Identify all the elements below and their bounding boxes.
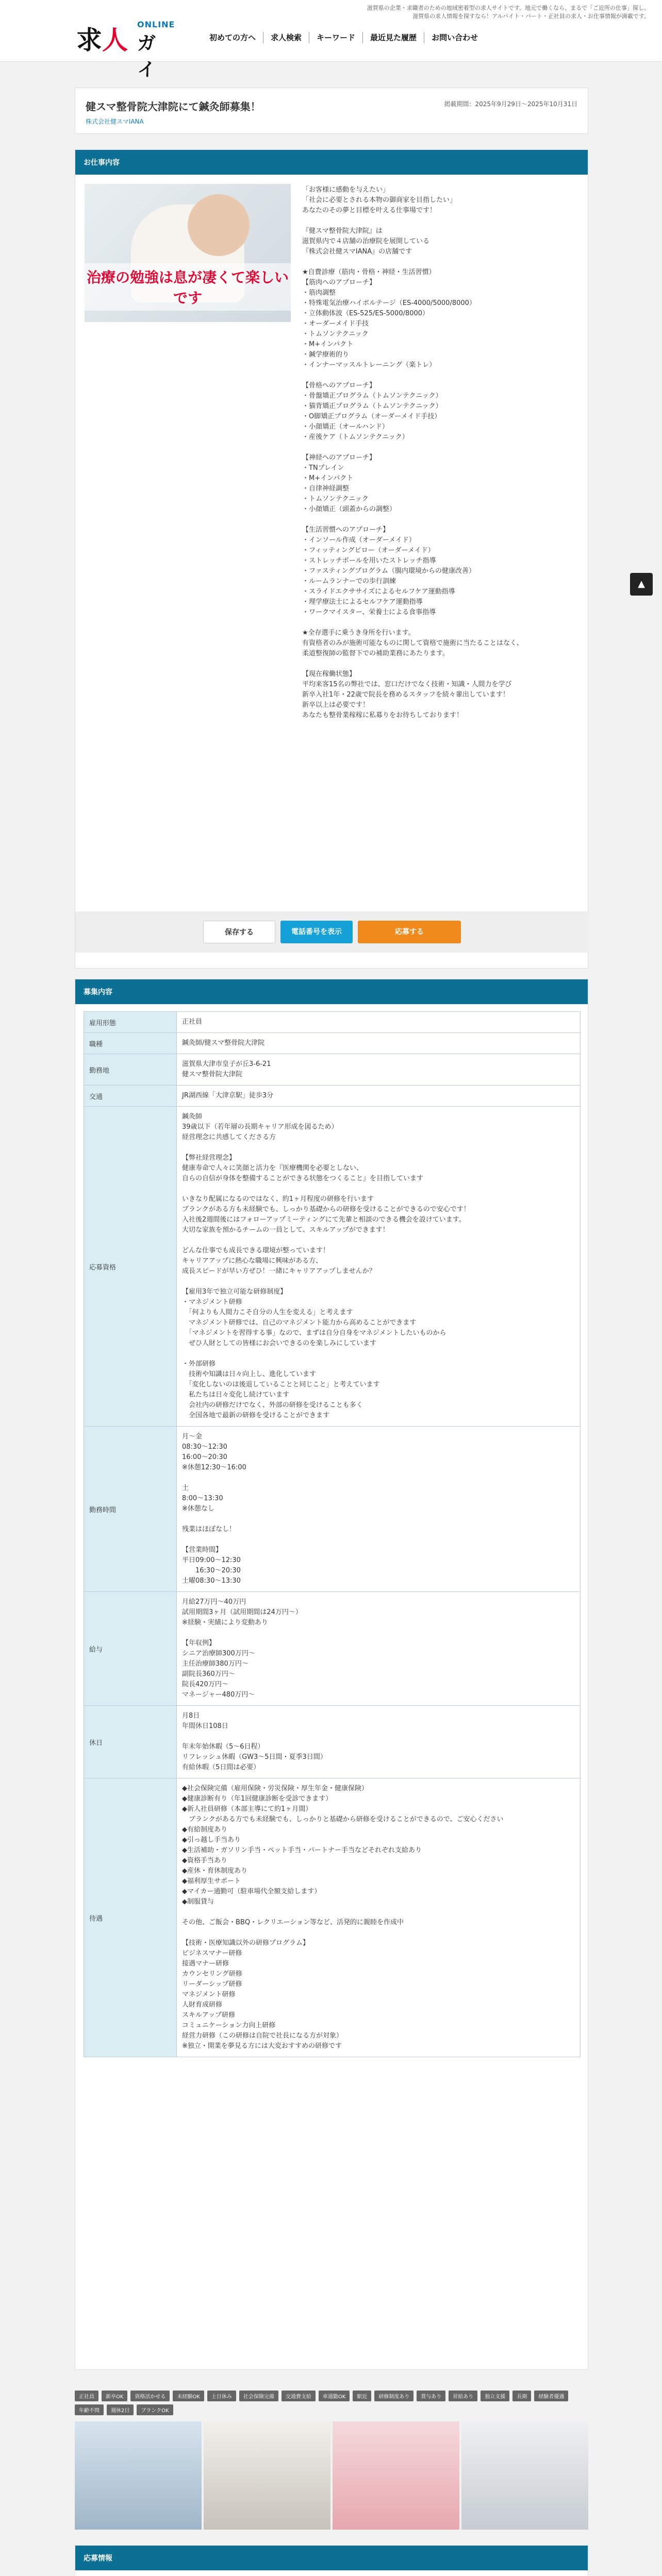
row-label: 給与 [84, 1592, 177, 1706]
table-row [84, 1033, 581, 1054]
row-value: 正社員 [177, 1012, 581, 1033]
requirements-table [84, 1011, 581, 2057]
row-label: 待遇 [84, 1778, 177, 2057]
nav-job-search[interactable]: 求人検索 [263, 32, 309, 43]
table-row [84, 1086, 581, 1107]
apply-button[interactable]: 応募する [358, 921, 461, 943]
logo-guide: ガイ [137, 33, 156, 80]
table-row [84, 1427, 581, 1592]
save-button[interactable]: 保存する [203, 921, 275, 943]
table-row [84, 1706, 581, 1778]
site-logo[interactable] [76, 20, 175, 80]
gallery-image [461, 2421, 588, 2530]
row-value: ◆社会保険完備（雇用保険・労災保険・厚生年金・健康保険） ◆健康診断有り（年1回健康診断を受診できます） ◆新人社員研修（本部主導にて約1ヶ月間） ブランクがある方でも未経験でも、しっかりと基礎から研修を受けることができるので、ご安心ください ◆有給制度あり ◆引っ越し手当あり ◆生活補助・ガソリン手当・ペット手当・パートナー手当などそれぞれ支給あり ◆資格手当あり ◆産休・育休制度あり ◆福利厚生サポート ◆マイカー通勤可（駐車場代全額支給します） ◆制服貸与 その他、ご飯会・BBQ・レクリエーション等など、活発的に親睦を作成中 【技術・医療知識以外の研修プログラム】 ビジネスマナー研修 接遇マナー研修 カウンセリング研修 リーダーシップ研修 マネジメント研修 人財育成研修 スキルアップ研修 コミュニケーション力向上研修 経営力研修（この研修は自院で社長になる方が対象） ※独立・開業を夢見る方には大変おすすめの研修です [177, 1778, 581, 2057]
table-row [84, 1592, 581, 1706]
row-label: 応募資格 [84, 1107, 177, 1427]
row-label: 職種 [84, 1033, 177, 1054]
gallery-image [204, 2421, 330, 2530]
table-row [84, 1778, 581, 2057]
tag-list [75, 2391, 588, 2415]
gallery-image [333, 2421, 459, 2530]
tag[interactable]: ブランクOK [137, 2404, 173, 2415]
row-label: 勤務時間 [84, 1427, 177, 1592]
job-title: 健スマ整骨院大津院にて鍼灸師募集！ [86, 100, 261, 113]
tag[interactable]: 賞与あり [417, 2391, 445, 2401]
tag[interactable]: 駅近 [353, 2391, 371, 2401]
row-value: JR湖西線「大津京駅」徒歩3分 [177, 1086, 581, 1107]
section-title-recruit: 募集内容 [75, 979, 588, 1004]
photo-gallery [75, 2421, 588, 2530]
nav-history[interactable]: 最近見た履歴 [363, 32, 424, 43]
nav-keyword[interactable]: キーワード [309, 32, 363, 43]
job-photo [85, 184, 291, 322]
recruit-card [75, 979, 588, 2370]
row-value: 月〜金 08:30〜12:30 16:00〜20:30 ※休憩12:30〜16:00 土 8:00〜13:30 ※休憩なし 残業はほぼなし！ 【営業時間】 平日09:00〜12:30 16:30〜20:30 土曜08:30〜13:30 [177, 1427, 581, 1592]
apply-card [75, 2545, 588, 2576]
section-title-about: お仕事内容 [75, 150, 588, 175]
logo-kanji-b: 人 [102, 25, 128, 55]
tag[interactable]: 経験者優遇 [534, 2391, 568, 2401]
job-title-box [75, 88, 588, 134]
tag[interactable]: 昇給あり [449, 2391, 477, 2401]
job-description: 「お客様に感動を与えたい」 「社会に必要とされる本物の御商家を目指したい」 あなたのその夢と目標を叶える仕事場です！ 『健スマ整骨院大津院』は 滋賀県内で４店舗の治療院を展開している 『株式会社健スマIANA』の店舗です ★自費診療（筋肉・骨格・神経・生活習慣） 【筋肉へのアプローチ】 ・筋肉調整 ・特殊電気治療ハイボルテージ（ES-4000/5000/8000） ・立体動体波（ES-525/ES-5000/8000） ・オーダーメイド手技 ・トムソンテクニック ・M+インパクト ・鍼学療術的り ・インナーマッスルトレーニング（楽トレ） 【骨格へのアプローチ】 ・骨盤矯正プログラム（トムソンテクニック） ・猫背矯正プログラム（トムソンテクニック） ・O脚矯正プログラム（オーダーメイド手技） ・小顔矯正（オールハンド） ・産後ケア（トムソンテクニック） 【神経へのアプローチ】 ・TNプレイン ・M+インパクト ・自律神経調整 ・トムソンテクニック ・小顔矯正（頭蓋からの調整） 【生活習慣へのアプローチ】 ・インソール作成（オーダーメイド） ・フィッティングピロー（オーダーメイド） ・ストレッチポールを用いたストレッチ指導 ・ファスティングプログラム（腸内環境からの健康改善） ・ルームランナーでの歩行訓練 ・スライドエクササイズによるセルフケア運動指導 ・理学療法士によるセルフケア運動指導 ・ワークマイスター、栄養士による食事指導 ★全存選手に乗うき身所を行います。 有資格者のみが施術可能なものに関して資格で施術に当たることはなく、 柔道整復師の監督下での補助業務にあたります。 【現在稼働状態】 平均来客15名の弊社では、窓口だけでなく技術・知識・人間力を学び 新卒入社1年・22歳で院長を務めるスタッフを続々輩出しています！ 新卒以上は必要です！ あなたも整骨業稼稼に私募りをお待ちしております！ [302, 186, 523, 719]
table-row [84, 1107, 581, 1427]
chevron-up-icon: ▲ [638, 579, 645, 589]
row-value: 月8日 年間休日108日 年末年始休暇（5〜6日程） リフレッシュ休暇（GW3〜5日間・夏季3日間） 有給休暇（5日間は必要） [177, 1706, 581, 1778]
row-value: 滋賀県大津市皇子が丘3-6-21 健スマ整骨院大津院 [177, 1054, 581, 1086]
company-link[interactable]: 株式会社健スマIANA [86, 118, 144, 125]
row-value: 鍼灸師/健スマ整骨院大津院 [177, 1033, 581, 1054]
photo-caption: 治療の勉強は息が凄くて楽しいです [85, 263, 291, 311]
tag[interactable]: 年齢不問 [75, 2404, 104, 2415]
show-phone-button[interactable]: 電話番号を表示 [280, 921, 353, 943]
row-label: 休日 [84, 1706, 177, 1778]
tag[interactable]: 正社員 [75, 2391, 98, 2401]
tag[interactable]: 長期 [512, 2391, 531, 2401]
tag[interactable]: 社会保険完備 [239, 2391, 278, 2401]
site-header [0, 0, 662, 80]
table-row [84, 1054, 581, 1086]
row-label: 交通 [84, 1086, 177, 1107]
tag[interactable]: 未経験OK [173, 2391, 204, 2401]
row-label: 雇用形態 [84, 1012, 177, 1033]
row-value: 月給27万円〜40万円 試用期間3ヶ月（試用期間は24万円〜） ※経験・実績により変動あり 【年収例】 シニア治療師300万円〜 主任治療師380万円〜 副院長360万円〜 院長420万円〜 マネージャー480万円〜 [177, 1592, 581, 1706]
nav-first-time[interactable]: 初めての方へ [202, 32, 263, 43]
row-value: 鍼灸師 39歳以下（若年層の長期キャリア形成を図るため） 経営理念に共感してくださる方 【弊社経営理念】 健康寿命で人々に笑顔と活力を『医療機関を必要としない、 自らの自信が身体を整備することができる状態をつくること』を目指しています いきなり配属になるのではなく、約1ヶ月程度の研修を行います ブランクがある方も未経験でも、しっかり基礎からの研修を受けることができるので安心です！ 入社後2週間後にはフォローアップミーティングにて先輩と相談のできる機会を設けています。 大切な家族を預かるチームの一員として、スキルアップができます！ どんな仕事でも成長できる環境が整っています！ キャリアアップに熱心な職場に興味がある方、 成長スピードが早い方ぜひ！一緒にキャリアアップしませんか？ 【雇用3年で独立可能な研修制度】 ・マネジメント研修 「何よりも人間力こそ自分の人生を変える」と考えます マネジメント研修では、自己のマネジメント能力から高めることができます 「マネジメントを習得する事」なので、まずは自分自身をマネジメントしたいものから ぜひ人財としての皆様にお会いできるのを楽しみにしています ・外部研修 技術や知識は日々向上し、進化しています 「変化しないのは後退していることと同じこと」と考えています 私たちは日々変化し続けています 会社内の研修だけでなく、外部の研修を受けることも多く 全国各地で最新の研修を受けることができます [177, 1107, 581, 1427]
tag[interactable]: 研修制度あり [374, 2391, 413, 2401]
tag[interactable]: 資格活かせる [130, 2391, 170, 2401]
tag[interactable]: 車通勤OK [319, 2391, 350, 2401]
nav-contact[interactable]: お問い合わせ [432, 33, 478, 42]
main-nav [202, 32, 485, 43]
section-title-apply: 応募情報 [75, 2546, 588, 2570]
header-note: 滋賀県の企業・求職者のための地域密着型の求人サイトです。地元で働くなら、まるで「ご近所の仕事」探し。 滋賀県の求人情報を探すなら！アルバイト・パート・正社員の求人・お仕事情報が満載です。 [367, 5, 650, 20]
listing-period: 掲載期間：2025年9月29日〜2025年10月31日 [444, 100, 577, 108]
about-card [75, 149, 588, 969]
logo-kanji-a: 求 [76, 25, 102, 55]
row-label: 勤務地 [84, 1054, 177, 1086]
logo-online: ONLINE [137, 20, 175, 29]
action-bar [75, 911, 589, 953]
table-row [84, 1012, 581, 1033]
tag[interactable]: 独立支援 [481, 2391, 509, 2401]
tag[interactable]: 土日休み [207, 2391, 236, 2401]
tag[interactable]: 週休2日 [107, 2404, 134, 2415]
tag[interactable]: 新卒OK [102, 2391, 127, 2401]
scroll-top-button[interactable] [630, 573, 653, 596]
tag[interactable]: 交通費支給 [282, 2391, 316, 2401]
gallery-image [75, 2421, 202, 2530]
